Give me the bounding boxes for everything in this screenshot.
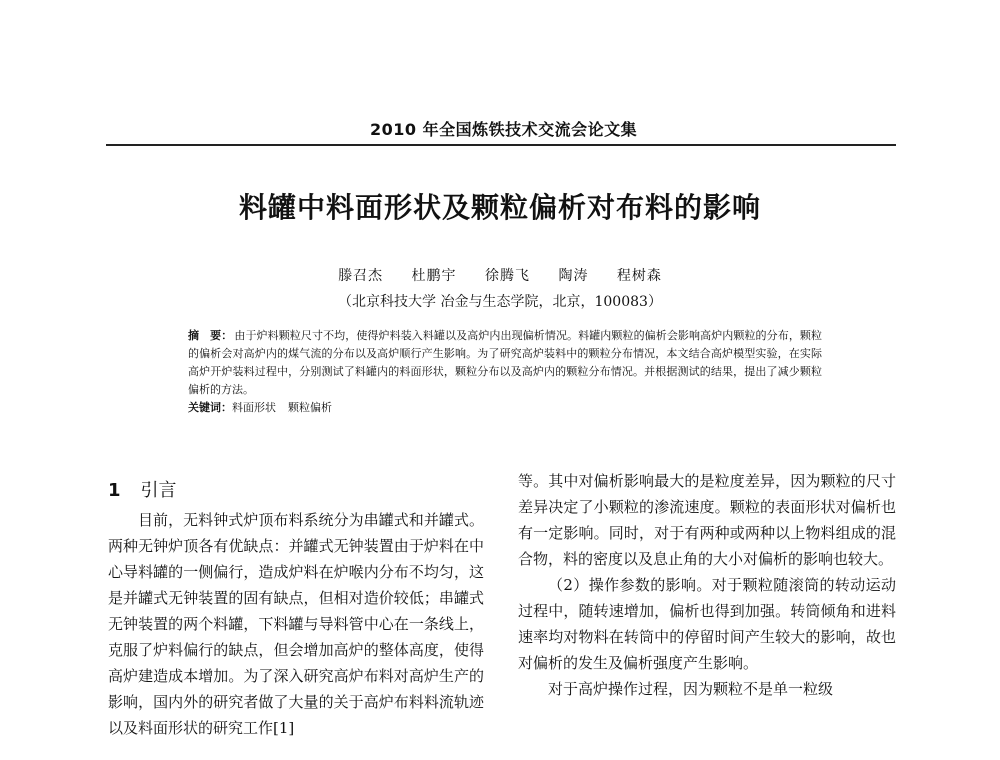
author-5: 程树森 — [616, 268, 662, 284]
keywords-label: 关键词： — [188, 401, 232, 414]
keywords — [188, 399, 822, 417]
header-rule — [106, 144, 896, 146]
running-header: 2010 年全国炼铁技术交流会论文集 — [370, 120, 638, 139]
body-column-left — [108, 507, 484, 760]
body-paragraph: 对于高炉操作过程，因为颗粒不是单一粒级 — [548, 680, 834, 698]
keyword-item: 料面形状 — [232, 401, 276, 414]
author-4: 陶涛 — [558, 268, 589, 284]
body-paragraph: （2）操作参数的影响。对于颗粒随滚筒的转动运动过程中，随转速增加，偏析也得到加强。转筒倾角和进料速率均对物料在转筒中的停留时间产生较大的影响，故也对偏析的发生及偏析强度产生影响。 — [518, 576, 896, 672]
author-3: 徐腾飞 — [485, 268, 530, 284]
affiliation: （北京科技大学 冶金与生态学院，北京，100083） — [338, 294, 662, 310]
abstract-text: 由于炉料颗粒尺寸不均，使得炉料装入料罐以及高炉内出现偏析情况。料罐内颗粒的偏析会影响高炉内颗粒的分布，颗粒的偏析会对高炉内的煤气流的分布以及高炉顺行产生影响。为了研究高炉装料中的颗粒分布情况，本文结合高炉模型实验，在实际高炉开炉装料过程中，分别测试了料罐内的料面形状，颗粒分布以及高炉内的颗粒分布情况。并根据测试的结果，提出了减少颗粒偏析的方法。 — [188, 329, 822, 396]
section-heading — [108, 476, 177, 502]
author-2: 杜鹏宇 — [411, 268, 457, 284]
keyword-item: 颗粒偏析 — [288, 401, 332, 414]
abstract — [188, 327, 822, 417]
body-paragraph: 目前，无料钟式炉顶布料系统分为串罐式和并罐式。两种无钟炉顶各有优缺点：并罐式无钟装置由于炉料在中心导料罐的一侧偏行，造成炉料在炉喉内分布不均匀，这是并罐式无钟装置的固有缺点，但相对造价较低；串罐式无钟装置的两个料罐，下料罐与导料管中心在一条线上，克服了炉料偏行的缺点，但会增加高炉的整体高度，使得高炉建造成本增加。为了深入研究高炉布料对高炉生产的影响，国内外的研究者做了大量的关于高炉布料料流轨迹以及料面形状的研究工作[1] — [108, 511, 484, 737]
author-1: 滕召杰 — [338, 268, 384, 284]
abstract-label: 摘 要： — [188, 329, 233, 342]
body-column-right — [518, 468, 896, 760]
section-number: 1 — [108, 480, 121, 501]
abstract-paragraph — [188, 327, 822, 399]
section-title: 引言 — [140, 480, 177, 501]
paper-title: 料罐中料面形状及颗粒偏析对布料的影响 — [238, 191, 761, 224]
body-paragraph: 等。其中对偏析影响最大的是粒度差异，因为颗粒的尺寸差异决定了小颗粒的渗流速度。颗粒的表面形状对偏析也有一定影响。同时，对于有两种或两种以上物料组成的混合物，料的密度以及息止角的大小对偏析的影响也较大。 — [518, 472, 896, 568]
author-list — [0, 265, 1000, 285]
